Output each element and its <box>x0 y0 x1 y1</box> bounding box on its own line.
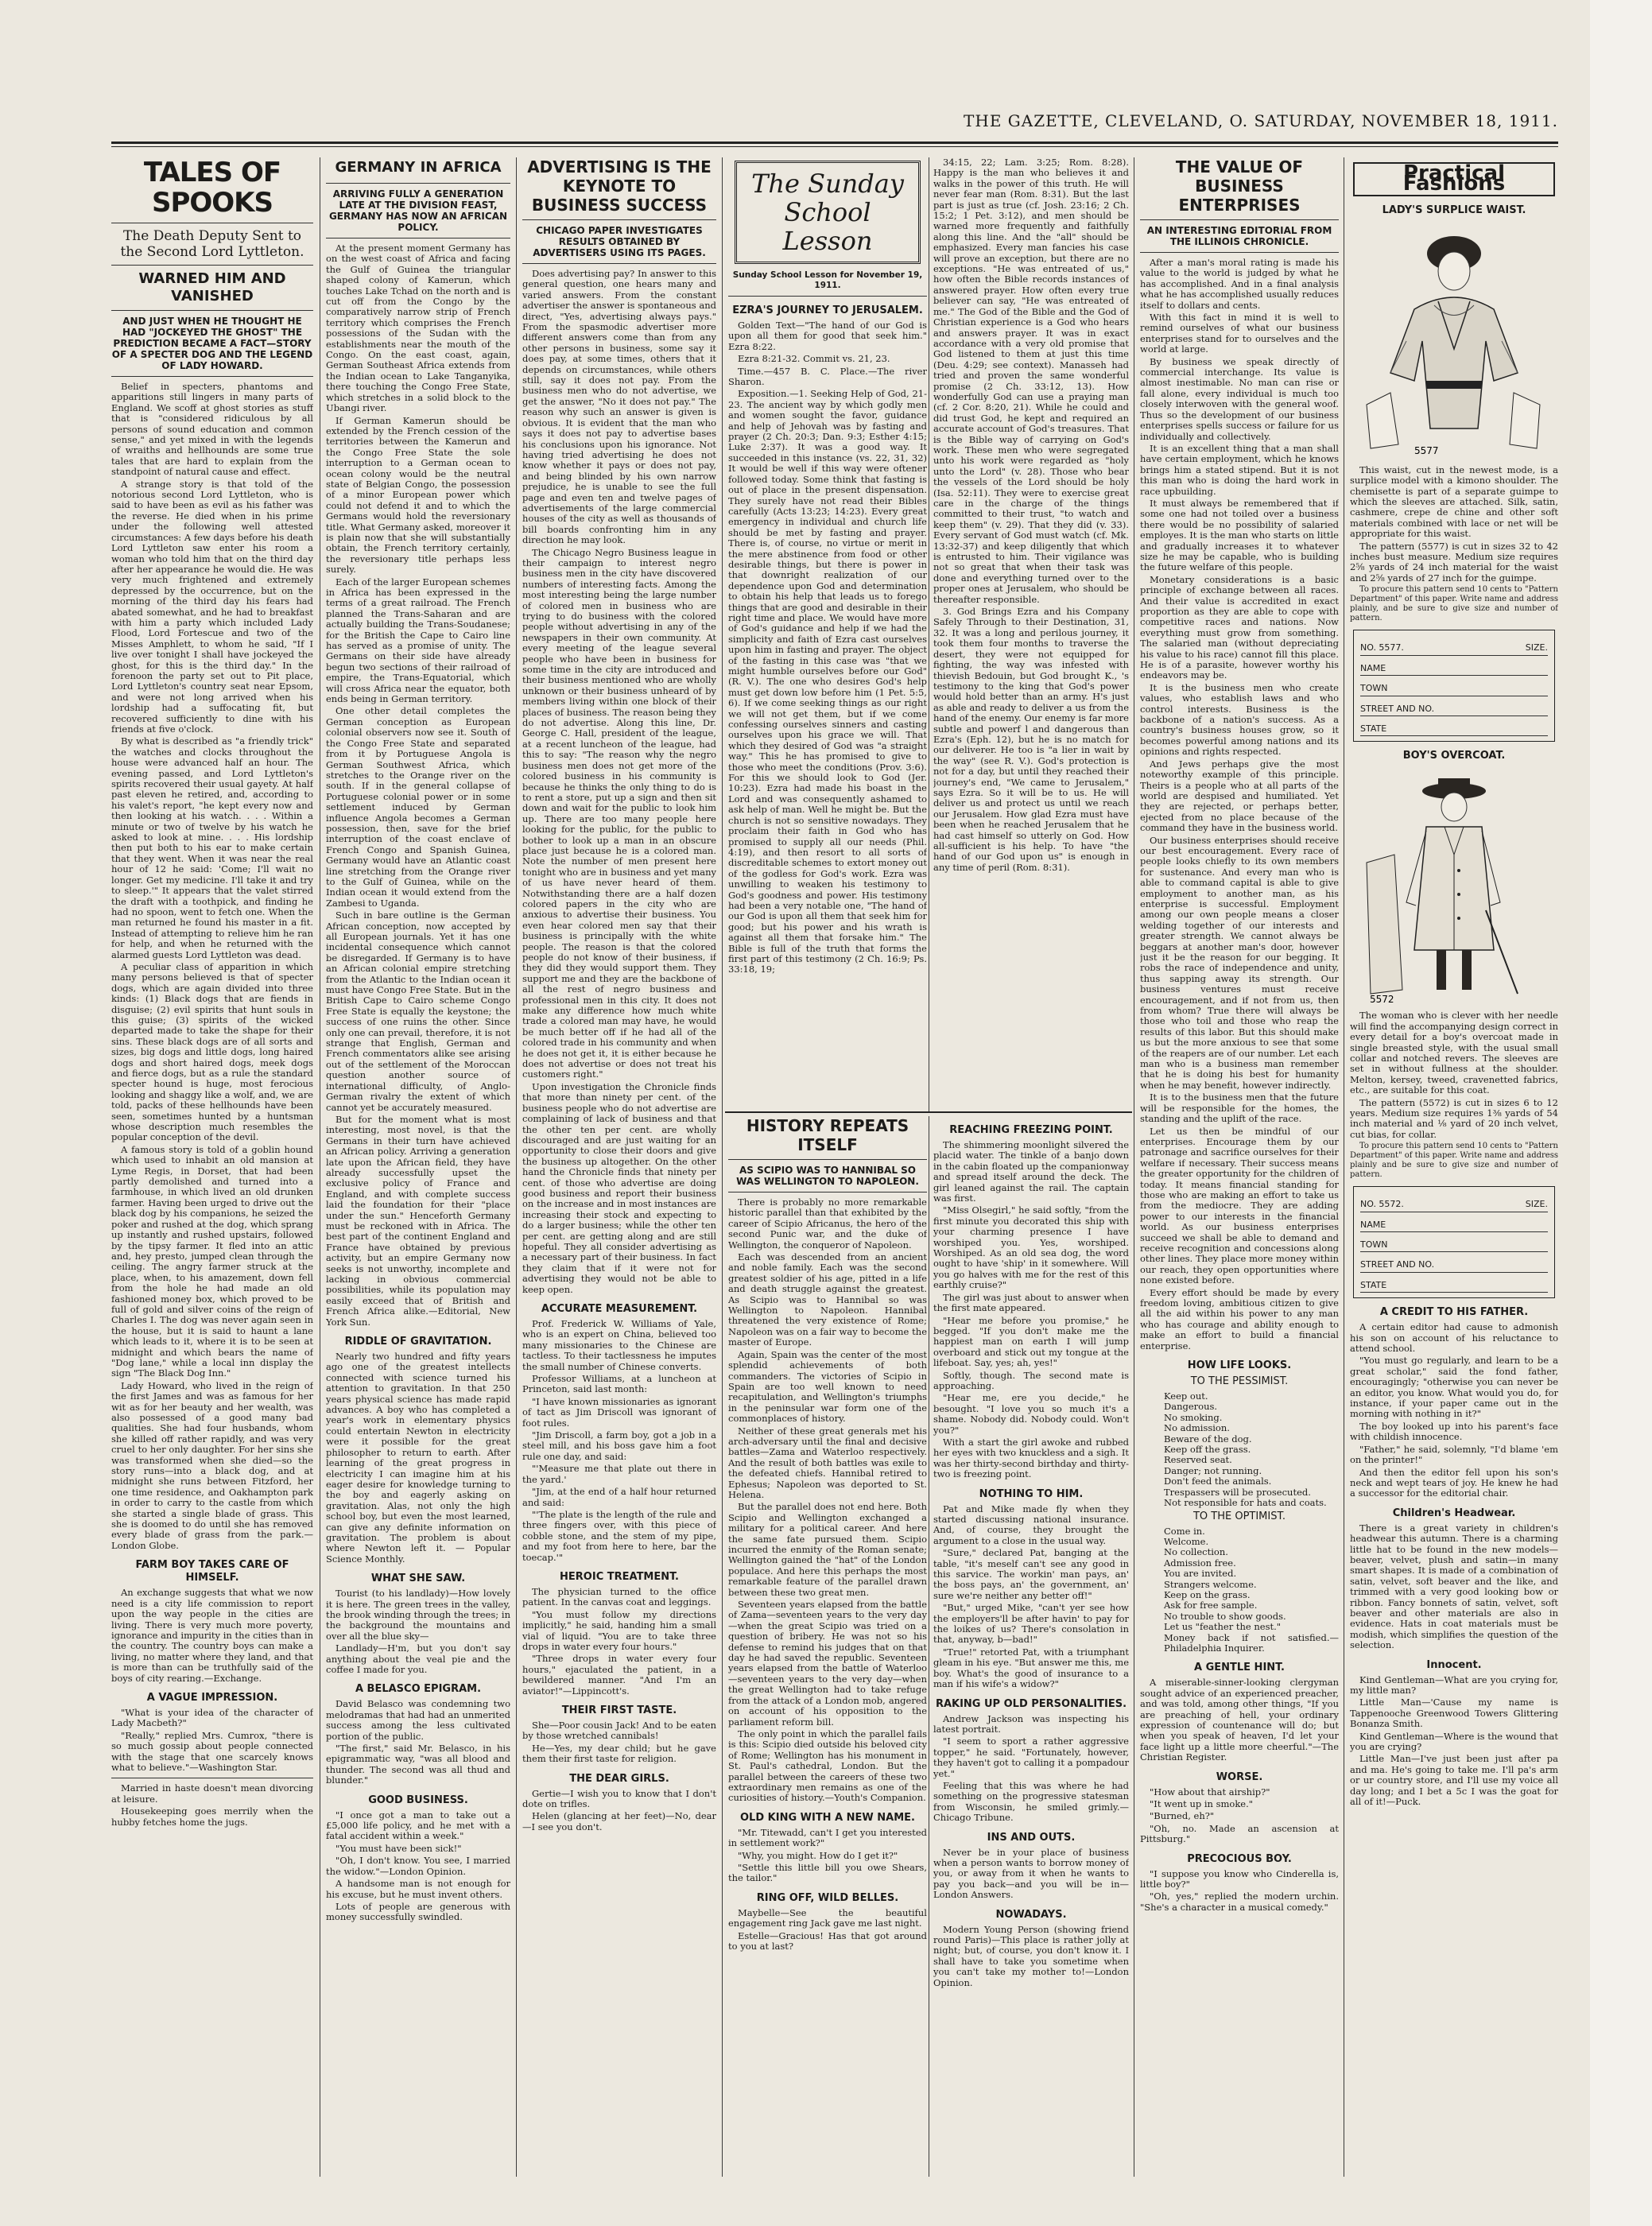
section-heading: HEROIC TREATMENT. <box>560 1570 679 1583</box>
paragraph: Exposition.—1. Seeking Help of God, 21-23. The ancient way by which godly men and women sought the favor, guidance and help of Jehovah was by fasting and prayer (2 Ch. 20:3; Dan. 9:3; Esther 4:15; Luke 2:37). It was a good way. It succeeded in this instance (vs. 22, 31, 32) It would be well if this way were oftener followed today. Some think that fasting is out of place in the present dispensation. They surely have not read their Bibles carefully (Acts 13:23; 14:23). Every great emergency in individual and church life should be met by fasting and prayer. There is, of course, no virtue or merit in the mere abstinence from food or other desirable things, but there is power in that downright realization of our dependence upon God and determination to obtain his help that leads us to forego things that are good and desirable in their right time and place. We would have more of God's guidance and help if we had the simplicity and faith of Ezra cast ourselves upon him in fasting and prayer. The object of the fasting in this case was "that we might humble ourselves before our God" (R. V.). The one who desires God's help must get down low before him (1 Pet. 5:5, 6). If we come seeking things as our right we will not get them, but if we come confessing ourselves sinners and casting ourselves upon his grace we will. That which they desired of God was "a straight way." This he has promised to give to those who meet the conditions (Prov. 3:6). For this we should look to God (Jer. 10:23). Ezra had made his boast in the Lord and was consequently ashamed to ask help of man. Well he might be. But the church is not so sensitive nowadays. They proclaim their faith in God who has promised to supply all our needs (Phil. 4:19), and then resort to all sorts of discreditable schemes to extort money out of the godless for God's work. Ezra was unwilling to weaken his testimony to God's goodness and power. His testimony had been a very notable one, "The hand of our God is upon all them that seek him for good; but his power and his wrath is against all them that forsake him." The Bible is full of the truth that forms the first part of this testimony (2 Ch. 16:9; Ps. 33:18, 19; <box>728 388 927 975</box>
paragraph: Ezra 8:21-32. Commit vs. 21, 23. <box>738 353 890 365</box>
list-item: Reserved seat. <box>1164 1454 1232 1466</box>
list-item: Ask for free sample. <box>1164 1600 1258 1611</box>
paragraph: "'Measure me that plate out there in the yard.' <box>522 1463 716 1485</box>
article-deck: CHICAGO PAPER INVESTIGATES RESULTS OBTAINED BY ADVERTISERS USING ITS PAGES. <box>533 225 706 258</box>
lesson-intro: Sunday School Lesson for November 19, 1911. <box>732 270 923 290</box>
article-headline: WARNED HIM AND VANISHED <box>138 270 286 304</box>
section-heading: THE DEAR GIRLS. <box>569 1772 669 1785</box>
paragraph: The pattern (5577) is cut in sizes 32 to 42 inches bust measure. Medium size requires 2⅝ yards of 24 inch material for the waist and 2⅝ yards of 27 inch for the guimpe. <box>1350 540 1558 584</box>
paragraph: "Mr. Titewadd, can't I get you interested in settlement work?" <box>728 1826 927 1849</box>
section-heading: INS AND OUTS. <box>987 1831 1076 1844</box>
form-row[interactable] <box>1360 716 1548 736</box>
paragraph: "Father," he said, solemnly, "I'd blame 'em on the printer!" <box>1350 1443 1558 1466</box>
divider <box>111 376 313 377</box>
paragraph: Lady Howard, who lived in the reign of the first James and was as famous for her wit as for her beauty and her wealth, was also possessed of a good many bad qualities. She had four husbands, whom she killed off rather rapidly, and was very cruel to her only daughter. For her sins she was transformed when she died—so the story runs—into a black dog, and at midnight she runs between Fitzford, her one time residence, and Oakhampton park in order to carry to the castle from which she started a single blade of grass. This she is doomed to do until she has removed every blade of grass from the park.—London Globe. <box>111 1379 313 1551</box>
form-label: SIZE. <box>1525 642 1548 653</box>
section-heading: WHAT SHE SAW. <box>370 1573 466 1585</box>
paragraph: By what is described as "a friendly trick" the watches and clocks throughout the house were advanced half an hour. The evening passed, and Lord Lyttleton's spirits recovered their usual gayety. At half past eleven he retired, and, according to his valet's report, "he kept every now and then looking at his watch. . . . Within a minute or two of twelve by his watch he asked to look at mine. . . . His lordship then put both to his ear to make certain that they went. When it was near the real hour of 12 he said: 'Come; I'll wait no longer. Get my medicine. I'll take it and try to sleep.'" It appears that the valet stirred the draft with a toothpick, and finding he had no spoon, went to fetch one. When the man returned he found his master in a fit. Instead of attempting to relieve him he ran for help, and when he returned with the alarmed guests Lord Lyttleton was dead. <box>111 735 313 960</box>
section-heading: WORSE. <box>1216 1770 1263 1783</box>
paragraph: He—Yes, my dear child; but he gave them their first taste for religion. <box>522 1742 716 1765</box>
column-advertising <box>522 157 716 2177</box>
divider <box>522 219 716 220</box>
paragraph: A strange story is that told of the notorious second Lord Lyttleton, who is said to have been as evil as his father was the reverse. He died when in his prime under the following well attested circumstances: A few days before his death Lord Lyttleton saw enter his room a woman who told him that on the third day after her appearance he would die. He was very much frightened and extremely depressed by the occurrence, but on the morning of the third day his fears had abated somewhat, and he had to breakfast with him a party which included Lady Flood, Lord Fortescue and two of the Misses Amphlett, to whom he said, "If I live over tonight I shall have jockeyed the ghost, for this is the third day." In the forenoon the party set out to Pit place, Lord Lyttleton's country seat near Epsom, and were not long arrived when his lordship had a suffocating fit, but recovered sufficiently to dine with his friends at five o'clock. <box>111 478 313 735</box>
paragraph: A famous story is told of a goblin hound which used to inhabit an old mansion at Lyme Regis, in Dorset, that had been partly demolished and turned into a farmhouse, in which lived an old drunken farmer. Having been urged to drive out the black dog by his companions, he seized the poker and rushed at the dog, which sprang up instantly and rushed upstairs, followed by the tipsy farmer. It fled into an attic and, hey presto, jumped clean through the ceiling. The angry farmer struck at the place, when, to his amazement, down fell from the hole he had made an old fashioned money box, which proved to be full of gold and silver coins of the reign of Charles I. The dog was never again seen in the house, but it is said to haunt a lane which leads to it, where it is to be seen at midnight and which bears the name of "Dog lane," while a local inn display the sign "The Black Dog Inn." <box>111 1143 313 1379</box>
paragraph: Housekeeping goes merrily when the hubby fetches home the jugs. <box>111 1805 313 1828</box>
divider <box>728 296 927 297</box>
form-row[interactable] <box>1360 1273 1548 1293</box>
paragraph: Modern Young Person (showing friend round Paris)—This place is rather jolly at night; but, of course, you don't know it. I shall have to take you sometime when you can't take my mother to!—London Opinion. <box>933 1923 1129 1988</box>
paragraph: This waist, cut in the newest mode, is a surplice model with a kimono shoulder. The chemisette is part of a separate guimpe to which the sleeves are attached. Silk, satin, cashmere, crepe de chine and other soft materials combined with lace or net will be appropriate for this waist. <box>1350 463 1558 540</box>
list-item: Money back if not satisfied.—Philadelphia Inquirer. <box>1164 1631 1339 1654</box>
list-item: Strangers welcome. <box>1164 1578 1257 1590</box>
paragraph: To procure this pattern send 10 cents to "Pattern Department" of this paper. Write name and address plainly, and be sure to give size and number of pattern. <box>1350 585 1558 623</box>
paragraph: "The first," said Mr. Belasco, in his epigrammatic way, "was all blood and thunder. The second was all thud and blunder." <box>326 1743 510 1786</box>
paragraph: 34:15, 22; Lam. 3:25; Rom. 8:28). Happy is the man who believes it and walks in the power of this truth. He will never fear man (Rom. 8:31). But the last part is just as true (cf. Josh. 23:16; 2 Ch. 15:2; 1 Pet. 3:12), and men should be warned more frequently and faithfully along this line. And the "all" should be emphasized. Every man fancies his case will prove an exception, but there are no exceptions. "He was entreated of us," how often the Bible records instances of answered prayer. How often every true believer can say, "He was entreated of me." The God of the Bible and the God of Christian experience is a God who hears and answers prayer. It was in exact accordance with a very old promise that God listened to them at just this time (Deu. 4:29; see context). Manasseh had tried and proven the same wonderful promise (2 Ch. 33:12, 13). How wonderfully God can use a praying man (cf. 2 Cor. 8:20, 21). While he could and did trust God, he kept and required an accurate account of God's treasures. That is the Bible way of carrying on God's work. These men who were segregated unto his work were regarded as "holy unto the Lord" (v. 28). Those who bear the vessels of the Lord should be holy (Isa. 52:11). They were to exercise great care in the charge of the things committed to their trust, "to watch and keep them" (v. 29). That they did (v. 33). Every servant of God must watch (cf. Mk. 13:32-37) and keep diligently that which is entrusted to him. Their vigilance was not so great that when their task was done and everything turned over to the proper ones at Jerusalem, who should be thereafter responsible. <box>933 157 1129 605</box>
pattern-number-label: 5577 <box>1414 444 1439 456</box>
paragraph: A peculiar class of apparition in which many persons believed is that of specter dogs, which are again divided into three kinds: (1) Black dogs that are fiends in disguise; (2) evil spirits that hunt souls in this guise; (3) spirits of the wicked departed made to take the shape for their sins. These black dogs are of all sorts and sizes, big dogs and little dogs, long haired dogs and short haired dogs, meek dogs and fierce dogs, but as a rule the standard specter hound is huge, most ferocious looking and shaggy like a wolf, and, we are told, packs of these hellhounds have been seen, sometimes hunted by a huntsman whose description much resembles the popular conception of the devil. <box>111 960 313 1143</box>
figure-title: BOY'S OVERCOAT. <box>1402 750 1506 762</box>
paragraph: With a start the girl awoke and rubbed her eyes with two knuckless and a sigh. It was her thirty-second birthday and thirty-two is freezing point. <box>933 1436 1129 1480</box>
form-label: TOWN <box>1360 683 1388 694</box>
paragraph: Every effort should be made by every freedom loving, ambitious citizen to give all the aid within his power to any man who has courage and ability enough to make an effort to build a financial enterprise. <box>1140 1286 1339 1352</box>
paragraph: "You must have been sick!" <box>335 1842 462 1854</box>
section-heading: PRECOCIOUS BOY. <box>1187 1852 1292 1865</box>
paragraph: A handsome man is not enough for his excuse, but he must invent others. <box>326 1878 510 1900</box>
form-label: NO. 5577. <box>1360 642 1404 653</box>
divider <box>111 265 313 266</box>
paragraph: "What is your idea of the character of Lady Macbeth?" <box>111 1706 313 1729</box>
divider <box>1140 219 1339 220</box>
paragraph: The boy looked up into his parent's face with childish innocence. <box>1350 1420 1558 1443</box>
list-item: Don't feed the animals. <box>1164 1476 1272 1487</box>
paragraph: "Sure," declared Pat, banging at the table, "it's meself can't see any good in this sarvice. The workin' man pays, an' the boss pays, an' the government, an' sure we're neither any better off!" <box>933 1547 1129 1601</box>
paragraph: The woman who is clever with her needle will find the accompanying design correct in every detail for a boy's overcoat made in single breasted style, with the usual small collar and notched revers. The sleeves are set in without fullness at the shoulder. Melton, kersey, tweed, cravenetted fabrics, etc., are suitable for this coat. <box>1350 1010 1558 1096</box>
article-deck: AN INTERESTING EDITORIAL FROM THE ILLINOIS CHRONICLE. <box>1146 225 1332 247</box>
paragraph: Seventeen years elapsed from the battle of Zama—seventeen years to the very day—when the great Scipio was tried on a question of bribery. He was not so his defense to remind his judges that on that day he had saved the republic. Seventeen years elapsed from the battle of Waterloo—seventeen years to the very day—when the great Wellington had to take refuge from the attack of a London mob, angered on account of his opposition to the parliament reform bill. <box>728 1599 927 1728</box>
paragraph: It must always be remembered that if some one had not toiled over a business there would be no possibility of salaried employes. It is the man who starts on little and gradually increases it to whatever size he may be capable, who is building the future welfare of this people. <box>1140 497 1339 573</box>
paragraph: And then the editor fell upon his son's neck and wept tears of joy. He knew he had a successor for the editorial chair. <box>1350 1466 1558 1499</box>
column-germany-in-africa <box>326 157 510 2177</box>
paragraph: Time.—457 B. C. Place.—The river Sharon. <box>728 365 927 388</box>
paragraph: "Burned, eh?" <box>1150 1810 1215 1822</box>
paragraph: To procure this pattern send 10 cents to "Pattern Department" of this paper. Write name and address plainly and be sure to give size and number of pattern. <box>1350 1142 1558 1180</box>
section-heading: REACHING FREEZING POINT. <box>949 1124 1113 1136</box>
list-item: Welcome. <box>1164 1535 1209 1547</box>
paragraph: Lots of people are generous with money successfully swindled. <box>326 1900 510 1923</box>
list-item: Let us "feather the nest." <box>1164 1621 1282 1633</box>
section-heading: NOWADAYS. <box>995 1908 1067 1921</box>
column-practical-fashions <box>1350 157 1558 2177</box>
paragraph: "Why, you might. How do I get it?" <box>738 1849 898 1861</box>
paragraph: And Jews perhaps give the most noteworthy example of this principle. Theirs is a people who at all parts of the world are despised and humiliated. Yet they are rejected, or perhaps better, ejected from no place because of the command they have in the business world. <box>1140 758 1339 834</box>
paragraph: Maybelle—See the beautiful engagement ring Jack gave me last night. <box>728 1906 927 1929</box>
form-label: STREET AND NO. <box>1360 1259 1435 1270</box>
form-label: SIZE. <box>1525 1199 1548 1210</box>
paragraph: Never be in your place of business when a person wants to borrow money of you, or away from it when he wants to pay you back—and you will be in—London Answers. <box>933 1846 1129 1901</box>
paragraph: The girl was just about to answer when the first mate appeared. <box>933 1291 1129 1314</box>
paragraph: It is the business men who create values, who establish laws and who control interests. Business is the backbone of a nation's success. As a country's business houses grow, so it becomes powerful among nations and its opinions and rights respected. <box>1140 681 1339 758</box>
paragraph: It is to the business men that the future will be responsible for the homes, the standing and the uplift of the race. <box>1140 1092 1339 1125</box>
paragraph: "Hear me before you promise," he begged. "If you don't make me the happiest man on earth I will jump overboard and stick out my tongue at the lifeboat. Say, yes; ah, yes!" <box>933 1314 1129 1369</box>
paragraph: If German Kamerun should be extended by the French cession of the territories between the Kamerun and the Congo Free State the sole interruption to a German ocean to ocean colony would be the neutral state of Belgian Congo, the possession of a minor European power which could not defend it and to which the Germans would hold the reversionary title. What Germany asked, moreover it is plain now that she will substantially obtain, the French territory certainly, the reversionary title perhaps less surely. <box>326 414 510 576</box>
masthead-rule <box>111 142 1558 144</box>
paragraph: Professor Williams, at a luncheon at Princeton, said last month: <box>522 1373 716 1395</box>
list-item: Keep out. <box>1164 1390 1208 1402</box>
section-heading: RIDDLE OF GRAVITATION. <box>344 1336 492 1348</box>
masthead: THE GAZETTE, CLEVELAND, O. SATURDAY, NOVEMBER 18, 1911. <box>964 111 1558 130</box>
paragraph: The Chicago Negro Business league in their campaign to interest negro business men in the city have discovered numbers of interesting facts. Among the most interesting being the large number of colored men in business who are trying to do business with the colored people without advertising in any of the newspapers in their own community. At every meeting of the league several people who have been in business for some time in the city are introduced and their business mentioned who are wholly unknown or their business unheard of by members living within one block of their places of business. The reason being they do not advertise. Along this line, Dr. George C. Hall, president of the league, at a recent luncheon of the league, had this to say: "The reason why the negro business men does not get more of the colored business in his community is because he thinks the only thing to do is to rent a store, put up a sign and then sit down and wait for the public to look him up. There are too many people here looking for the public, for the public to bother to look up a man in an obscure place just because he is a colored man. Note the number of men present here tonight who are in business and yet many of us have never heard of them. Notwithstanding there are a half dozen colored papers in the city who are anxious to advertise their business. You even hear colored men say that their business is principally with the white people. The reason is that the colored people do not know of their business, if they did they would support them. They support me and they are the backbone of all the rest of negro business and professional men in this city. It does not make any difference how much white trade a colored man may have, he would be much better off if he had all of the colored trade in his community and when he does not get it, it is either because he does not advertise or does not treat his customers right." <box>522 546 716 1080</box>
form-label: NAME <box>1360 662 1386 673</box>
paragraph: One other detail completes the German conception as European colonial observers now see it. South of the Congo Free State and separated from it by Portuguese Angola is German Southwest Africa, which stretches to the Orange river on the south. If in the general collapse of Portuguese colonial power or in some settlement induced by German influence Angola becomes a German possession, then, save for the brief interruption of the coast enclave of French Congo and Spanish Guinea, Germany would have an Atlantic coast line stretching from the Orange river to the Gulf of Guinea, while on the Indian ocean it would extend from the Zambesi to Uganda. <box>326 705 510 909</box>
article-deck: AS SCIPIO WAS TO HANNIBAL SO WAS WELLINGTON TO NAPOLEON. <box>736 1165 919 1187</box>
section-heading: A CREDIT TO HIS FATHER. <box>1379 1306 1529 1319</box>
paragraph: "Oh, yes," replied the modern urchin. "She's a character in a musical comedy." <box>1140 1891 1339 1913</box>
list-item: Admission free. <box>1164 1557 1236 1569</box>
paragraph: Feeling that this was where he had something on the progressive statesman from Wisconsin, he smiled grimly.—Chicago Tribune. <box>933 1779 1129 1824</box>
paragraph: Andrew Jackson was inspecting his latest portrait. <box>933 1712 1129 1735</box>
section-heading: EZRA'S JOURNEY TO JERUSALEM. <box>732 304 923 316</box>
paragraph: "You must go regularly, and learn to be a great scholar," said the fond father, encouragingly; "otherwise you can never be an editor, you know. What would you do, for instance, if your paper came out in the morning with nothing in it?" <box>1350 1355 1558 1420</box>
paragraph: The shimmering moonlight silvered the placid water. The tinkle of a banjo down in the cabin floated up the companionway and spread itself around the deck. The girl leaned against the rail. The captain was first. <box>933 1139 1129 1204</box>
list-item: No smoking. <box>1164 1411 1223 1423</box>
paragraph: Little Man—'Cause my name is Tappenooche Greenwood Towers Glittering Bonanza Smith. <box>1350 1697 1558 1730</box>
paragraph: There is probably no more remarkable historic parallel than that exhibited by the career of Scipio Africanus, the hero of the second Punic war, and the duke of Wellington, the conqueror of Napoleon. <box>728 1196 927 1251</box>
fashions-title: Practical Fashions <box>1353 162 1555 196</box>
form-row[interactable] <box>1360 1252 1548 1272</box>
article-deck: ARRIVING FULLY A GENERATION LATE AT THE DIVISION FEAST, GERMANY HAS NOW AN AFRICAN POLICY. <box>328 188 508 233</box>
list-item: No admission. <box>1164 1422 1230 1434</box>
paragraph: "Jim Driscoll, a farm boy, got a job in a steel mill, and his boss gave him a foot rule one day, and said: <box>522 1429 716 1462</box>
paragraph: With this fact in mind it is well to remind ourselves of what our business enterprises stand for to ourselves and the world at large. <box>1140 312 1339 355</box>
paragraph: "I have known missionaries as ignorant of tact as Jim Driscoll was ignorant of foot rules. <box>522 1395 716 1429</box>
list-item: No trouble to show goods. <box>1164 1610 1286 1622</box>
page-margin <box>1590 0 1652 2226</box>
pattern-order-form <box>1353 630 1555 742</box>
article-subtitle: The Death Deputy Sent to the Second Lord Lyttleton. <box>120 228 304 260</box>
paragraph: Does advertising pay? In answer to this general question, one hears many and varied answers. From the constant advertiser the answer is spontaneous and direct, "Yes, advertising always pays." From the spasmodic advertiser more different answers come than from any other persons in business, some say it does pay, at some times, others that it depends on circumstances, while others still, say it does not pay. From the business men who do not advertise, we get the answer, "No it does not pay." The reason why such an answer is given is obvious. It is evident that the man who says it does not pay to advertise bases his conclusions upon his ignorance. Not having tried advertising he does not know whether it pays or does not pay, and being blinded by his own narrow prejudice, he is unable to see the full page and even ten and twelve pages of advertisements of the large commercial houses of the city as well as thousands of bill boards confronting him in any direction he may look. <box>522 268 716 546</box>
paragraph: Such in bare outline is the German African conception, now accepted by all European journals. Yet it has one incidental consequence which cannot be disregarded. If Germany is to have an African colonial empire stretching from the Atlantic to the Indian ocean it must have Congo Free State. But in the British Cape to Cairo scheme Congo Free State is equally the keystone; the success of one ruins the other. Since only one can prevail, therefore, it is not strange that English, German and French commentators alike see arising out of the settlement of the Moroccan question another source of international difficulty, of Anglo-German rivalry the extent of which cannot yet be accurately measured. <box>326 909 510 1113</box>
section-heading: A VAGUE IMPRESSION. <box>146 1691 278 1704</box>
paragraph: Belief in specters, phantoms and apparitions still lingers in many parts of England. We scoff at ghost stories as stuff that is "considered ridiculous by all persons of sound education and common sense," and yet mixed in with the legends of wraiths and hellhounds are some true tales that are hard to explain from the standpoint of natural cause and effect. <box>111 381 313 478</box>
section-heading: Children's Headwear. <box>1392 1507 1516 1519</box>
section-heading: THEIR FIRST TASTE. <box>561 1704 677 1716</box>
section-heading: GOOD BUSINESS. <box>368 1794 468 1806</box>
column-sunday-school-a <box>728 157 927 1111</box>
paragraph: Neither of these great generals met his arch-adversary until the final and decisive battles—Zama and Waterloo respectively. And the result of both battles was exile to the defeated chiefs. Hannibal retired to Ephesus; Napoleon was deported to St. Helena. <box>728 1425 927 1500</box>
paragraph: "Oh, I don't know. You see, I married the widow."—London Opinion. <box>326 1855 510 1877</box>
pattern-number-label: 5572 <box>1370 994 1394 1006</box>
list-item: Beware of the dog. <box>1164 1433 1252 1445</box>
paragraph: Again, Spain was the center of the most splendid achievements of both commanders. The victories of Scipio in Spain are too well known to need recapitulation, and Wellington's triumphs in the peninsular war form one of the commonplaces of history. <box>728 1348 927 1425</box>
list-item: You are invited. <box>1164 1568 1237 1580</box>
divider <box>728 1159 927 1160</box>
form-row[interactable] <box>1360 1192 1548 1212</box>
paragraph: "Jim, at the end of a half hour returned and said: <box>522 1486 716 1508</box>
section-heading: Innocent. <box>1426 1658 1482 1671</box>
paragraph: The only point in which the parallel fails is this: Scipio died outside his beloved city of Rome; Wellington has his monument in St. Paul's cathedral, London. But the parallel between the careers of these two extraordinary men remains as one of the curiosities of history.—Youth's Companion. <box>728 1728 927 1804</box>
paragraph: David Belasco was condemning two melodramas that had had an unmerited success among the less cultivated portion of the public. <box>326 1698 510 1742</box>
form-label: STREET AND NO. <box>1360 703 1435 714</box>
sub-heading: TO THE PESSIMIST. <box>1190 1375 1289 1388</box>
paragraph: A certain editor had cause to admonish his son on account of his reluctance to attend school. <box>1350 1321 1558 1355</box>
article-deck: AND JUST WHEN HE THOUGHT HE HAD "JOCKEYED THE GHOST" THE PREDICTION BECAME A FACT—STORY OF A SPECTER DOG AND THE LEGEND OF LADY HOWARD. <box>111 316 313 371</box>
paragraph: Softly, though. The second mate is approaching. <box>933 1369 1129 1391</box>
paragraph: Estelle—Gracious! Has that got around to you at last? <box>728 1929 927 1952</box>
masthead-rule-thin <box>111 146 1558 147</box>
section-heading: A GENTLE HINT. <box>1193 1662 1285 1674</box>
list-item: Keep off the grass. <box>1164 1444 1251 1456</box>
figure-title: LADY'S SURPLICE WAIST. <box>1382 204 1526 216</box>
section-heading: HOW LIFE LOOKS. <box>1187 1359 1292 1372</box>
column-business-enterprises <box>1140 157 1339 2177</box>
sub-heading: TO THE OPTIMIST. <box>1192 1510 1286 1522</box>
paragraph: But for the moment what is most interesting, most novel, is that the Germans in their turn have achieved an African policy. Arriving a generation late upon the African field, they have already successfully upset the exclusive policy of France and England, and with complete success laid the foundation for their "place under the sun." Henceforth Germany must be reckoned with in Africa. The best part of the continent England and France have obtained by previous activity, but an empire Germany now seeks is not unworthy, incomplete and lacking in obvious commercial possibilities, while its population may easily exceed that of British and French Africa alike.—Editorial, New York Sun. <box>326 1113 510 1328</box>
paragraph: "You must follow my directions implicitly," he said, handing him a small vial of liquid. "You are to take three drops in water every four hours." <box>522 1608 716 1652</box>
column-jokes <box>933 1116 1129 2177</box>
section-heading: ACCURATE MEASUREMENT. <box>541 1303 698 1315</box>
paragraph: "Miss Olsegirl," he said softly, "from the first minute you decorated this ship with your charming presence I have worshiped you. Yes, worshiped. Worshiped. As an old sea dog, the word ought to have 'ship' in it somewhere. Will you go halves with me for the rest of this earthly cruise?" <box>933 1204 1129 1291</box>
paragraph: "Really," replied Mrs. Cumrox, "there is so much gossip about people connected with the stage that one scarcely knows what to believe."—Washington Star. <box>111 1729 313 1773</box>
paragraph: "I seem to sport a rather aggressive topper," he said. "Fortunately, however, they haven't got to calling it a pompadour yet." <box>933 1735 1129 1779</box>
form-row[interactable] <box>1360 635 1548 655</box>
paragraph: Each was descended from an ancient and noble family. Each was the second greatest soldier of his age, pitted in a life and death struggle against the greatest. As Scipio was to Hannibal so was Wellington to Napoleon. Hannibal threatened the very existence of Rome; Napoleon was on a fair way to become the master of Europe. <box>728 1251 927 1348</box>
form-row[interactable] <box>1360 1232 1548 1252</box>
divider <box>522 263 716 264</box>
paragraph: "Hear me, ere you decide," he besought. "I love you so much it's a shame. Nobody did. Nobody could. Won't you?" <box>933 1392 1129 1436</box>
paragraph: A miserable-sinner-looking clergyman sought advice of an experienced preacher, and was told, among other things, "If you are preaching of hell, your ordinary expression of countenance will do; but when you speak of heaven, I'd let your face light up a little more cheerful."—The Christian Register. <box>1140 1677 1339 1763</box>
pattern-order-form <box>1353 1186 1555 1298</box>
paragraph: Each of the larger European schemes in Africa has been expressed in the terms of a great railroad. The French planned the Trans-Saharan and are actually building the Trans-Soudanese; for the British the Cape to Cairo line has served as a promise of unity. The Germans on their side have already begun two sections of their railroad of empire, the Trans-Equatorial, which will cross Africa near the equator, both ends being in German territory. <box>326 576 510 705</box>
paragraph: Helen (glancing at her feet)—No, dear—I see you don't. <box>522 1810 716 1832</box>
list-item: Come in. <box>1164 1525 1205 1537</box>
paragraph: After a man's moral rating is made his value to the world is judged by what he has accomplished. And in a final analysis what he has accomplished usually reduces itself to dollars and cents. <box>1140 257 1339 311</box>
paragraph: There is a great variety in children's headwear this autumn. There is a charming little hat to be found in the new models—beaver, velvet, plush and satin—in many smart shapes. It is made of a combination of satin, velvet, soft beaver and the like, and trimmed with a very good looking bow or ribbon. Fancy bonnets of satin, velvet, soft beaver and other materials are also in evidence. Hats in coat materials must be modish, which simplifies the question of the selection. <box>1350 1522 1558 1651</box>
paragraph: Kind Gentleman—What are you crying for, my little man? <box>1350 1673 1558 1696</box>
list-item: Danger; not running. <box>1164 1464 1262 1476</box>
optimist-list <box>1140 1526 1339 1654</box>
form-label: NO. 5572. <box>1360 1199 1404 1210</box>
paragraph: She—Poor cousin Jack! And to be eaten by those wretched cannibals! <box>522 1720 716 1742</box>
article-title: THE VALUE OF BUSINESS ENTERPRISES <box>1175 157 1304 215</box>
paragraph: Let us then be mindful of our enterprises. Encourage them by our patronage and sacrifice ourselves for their welfare if necessary. Their success means the greater opportunity for the children of today. It means financial standing for those who are making an effort to take us from the mediocre. They are adding power to our interests in the financial world. As our business enterprises succeed we shall be able to demand and receive recognition and concessions along other lines. They place more money within our reach, they open opportunities where none existed before. <box>1140 1125 1339 1286</box>
form-row[interactable] <box>1360 1212 1548 1232</box>
article-title: GERMANY IN AFRICA <box>335 159 502 176</box>
paragraph: Little Man—I've just been just after pa and ma. He's going to take me. I'll pa's arm or ur country store, and I'll use my voice all day long; and I bet a 5c I was the goat for all of it!—Puck. <box>1350 1753 1558 1808</box>
form-label: NAME <box>1360 1219 1386 1230</box>
paragraph: Married in haste doesn't mean divorcing at leisure. <box>111 1782 313 1805</box>
paragraph: "'The plate is the length of the rule and three fingers over, with this piece of cobble stone, and the stem of my pipe, and my foot from here to here, bar the toecap.'" <box>522 1508 716 1563</box>
list-item: Dangerous. <box>1164 1401 1218 1413</box>
divider <box>326 183 510 184</box>
sunday-school-box: The Sunday School Lesson <box>735 161 921 264</box>
paragraph: "Settle this little bill you owe Shears, the tailor." <box>728 1861 927 1884</box>
article-title: ADVERTISING IS THE KEYNOTE TO BUSINESS SUCCESS <box>527 157 712 215</box>
paragraph: It is an excellent thing that a man shall have certain employment, which he knows brings him a stated stipend. But it is not this man who is doing the hard work in race upbuilding. <box>1140 442 1339 497</box>
boys-overcoat-illustration <box>1359 767 1549 1006</box>
list-item: Keep on the grass. <box>1164 1588 1251 1600</box>
paragraph: Monetary considerations is a basic principle of exchange between all races. And their value is accredited in exact proportion as they are able to cope with competitive races and nations. Now everything must grow from something. The salaried man (without depreciating his value to his race) cannot fill this place. He is of a parasite, however worthy his endeavors may be. <box>1140 573 1339 681</box>
paragraph: Nearly two hundred and fifty years ago one of the greatest intellects connected with science turned his attention to gravitation. In that 250 years physical science has made rapid advances. A boy who has completed a year's work in elementary physics could entertain Newton in electricity were it possible for the great philosopher to return to earth. After learning of the great progress in electricity I can imagine him at his eager desire for knowledge turning to the boy and eagerly asking on gravitation. Alas, not only the high school boy, but even the most learned, can give any definite information on gravitation. The problem is about where Newton left it. — Popular Science Monthly. <box>326 1351 510 1565</box>
paragraph: An exchange suggests that what we now need is a city life commission to report upon the way people in the cities are living. There is very much more poverty, ignorance and impurity in the cities than in the country. The country boys can make a living, no matter where they land, and that is more than can be truthfully said of the boys of city rearing.—Exchange. <box>111 1587 313 1684</box>
pessimist-list <box>1140 1391 1339 1508</box>
section-heading: RAKING UP OLD PERSONALITIES. <box>935 1697 1127 1710</box>
column-tales-of-spooks <box>111 157 313 2177</box>
paragraph: Prof. Frederick W. Williams of Yale, who is an expert on China, believed too many missionaries to the Chinese are tactless. To their tactlessness he imputes the small number of Chinese converts. <box>522 1318 716 1372</box>
paragraph: By business we speak directly of commercial interchange. Its value is almost inestimable. No man can rise or fall alone, every individual is much too closely interwoven with the general woof. Thus so the development of our business enterprises spells success or failure for us individually and collectively. <box>1140 355 1339 442</box>
section-heading: OLD KING WITH A NEW NAME. <box>740 1811 915 1824</box>
form-label: STATE <box>1360 1279 1387 1290</box>
paragraph: Pat and Mike made fly when they started discussing national insurance. And, of course, they brought the argument to a close in the usual way. <box>933 1503 1129 1546</box>
form-row[interactable] <box>1360 696 1548 716</box>
column-history-repeats <box>728 1116 927 2177</box>
paragraph: Upon investigation the Chronicle finds that more than ninety per cent. of the business people who do not advertise are complaining of lack of business and that the other ten per cent. are wholly discouraged and are just waiting for an opportunity to close their doors and give the business up altogether. On the other hand the Chronicle finds that ninety per cent. of those who advertise are doing good business and report their business on the increase and in most instances are increasing their stock and expecting to do a larger business; while the other ten per cent. are getting along and are still hopeful. They all consider advertising as a necessary part of their business. In fact they claim that if it were not for advertising they would not be able to keep open. <box>522 1080 716 1295</box>
article-title: TALES OF SPOOKS <box>143 157 281 219</box>
paragraph: Tourist (to his landlady)—How lovely it is here. The green trees in the valley, the brook winding through the trees; in the background the mountains and over all the blue sky— <box>326 1588 510 1642</box>
column-rule <box>722 157 723 2177</box>
paragraph: 3. God Brings Ezra and his Company Safely Through to their Destination, 31, 32. It was a long and perilous journey, it took them four months to traverse the desert, they were not equipped for fighting, the way was infested with thievish Bedouin, but God brought K., 's testimony to the king that God's power would hold better than an army. H's just as able and ready to deliver a us from the hand of the enemy. Our enemy is far more subtle and powerf l and dangerous than Ezra's (Eph. 12), but he is no match for our deliverer. He too is "a lier in wait by the way" (see R. V.). God's protection is not for a day, but until they reached their journey's end, "We came to Jerusalem," says Ezra. So it will be to us. He will deliver us and protect us until we reach our Jerusalem. How glad Ezra must have been when he reached Jerusalem that he had cast himself so utterly on God. How all-sufficient is his help. To have "the hand of our God upon us" is enough in any time of peril (Rom. 8:31). <box>933 606 1129 873</box>
form-row[interactable] <box>1360 656 1548 676</box>
article-title: HISTORY REPEATS ITSELF <box>746 1116 909 1154</box>
paragraph: Landlady—H'm, but you don't say anything about the veal pie and the coffee I made for you. <box>326 1642 510 1675</box>
paragraph: "Oh, no. Made an ascension at Pittsburg." <box>1140 1822 1339 1845</box>
list-item: Trespassers will be prosecuted. <box>1164 1486 1311 1498</box>
paragraph: But the parallel does not end here. Both Scipio and Wellington exchanged a military for a political career. And here the same fate pursued them. Scipio incurred the enmity of the Roman senate; Wellington gained the "hat" of the London populace. And here this perhaps the most remarkable feature of the parallel drawn between these two great men. <box>728 1501 927 1598</box>
paragraph: "I once got a man to take out a £5,000 life policy, and he met with a fatal accident within a week." <box>326 1809 510 1842</box>
paragraph: Gertie—I wish you to know that I don't dote on trifles. <box>522 1787 716 1810</box>
list-item: No collection. <box>1164 1546 1228 1558</box>
section-heading: RING OFF, WILD BELLES. <box>756 1891 899 1904</box>
paragraph: "True!" retorted Pat, with a triumphant gleam in his eye. "But answer me this, me boy. What's the good of insurance to a man if his wife's a widow?" <box>933 1646 1129 1690</box>
paragraph: The physician turned to the office patient. In the canvas coat and leggings. <box>522 1585 716 1608</box>
column-rule <box>516 157 517 2177</box>
paragraph: "Three drops in water every four hours," ejaculated the patient, in a bewildered manner. "And I'm an aviator!"—Lippincott's. <box>522 1653 716 1697</box>
paragraph: "I suppose you know who Cinderella is, little boy?" <box>1140 1867 1339 1891</box>
column-sunday-school-b <box>933 157 1129 1111</box>
section-heading: A BELASCO EPIGRAM. <box>355 1683 482 1696</box>
paragraph: The pattern (5572) is cut in sizes 6 to 12 years. Medium size requires 1⅜ yards of 54 inch material and ⅛ yard of 20 inch velvet, cut bias, for collar. <box>1350 1096 1558 1140</box>
paragraph: Golden Text—"The hand of our God is upon all them for good that seek him." Ezra 8:22. <box>728 320 927 352</box>
form-label: TOWN <box>1360 1239 1388 1250</box>
paragraph: "It went up in smoke." <box>1150 1798 1254 1810</box>
surplice-waist-illustration <box>1359 222 1549 460</box>
section-heading: NOTHING TO HIM. <box>979 1487 1084 1500</box>
paragraph: Our business enterprises should receive our best encouragement. Every race of people looks chiefly to its own members for sustenance. And every man who is able to command capital is able to give employment to another man, as his enterprise is successful. Employment among our own people means a closer welding together of our interests and greater strength. We cannot always be beggars at another man's door, however just it be the reason for our begging. It robs the race of independence and unity, thus sapping away its strength. Our business ventures must receive encouragement, and if not from us, then from whom? True there will always be those who toil and those who reap the results of this labor. But this should make us but the more anxious to see that some of the reapers are of our number. Let each man who is a business man remember that he is doing his best for humanity when he may benefit, however indirectly. <box>1140 834 1339 1091</box>
section-divider <box>725 1111 1132 1113</box>
paragraph: At the present moment Germany has on the west coast of Africa and facing the Gulf of Guinea the triangular shaped colony of Kamerun, which touches Lake Tchad on the north and is cut off from the Congo by the comparatively narrow strip of French territory which comprises the French possessions of the Sudan with the establishments near the mouth of the Congo. On the east coast, again, German Southeast Africa extends from the Indian ocean to Lake Tanganyika, there touching the Congo Free State, which stretches in a solid block to the Ubangi river. <box>326 242 510 414</box>
divider <box>111 310 313 311</box>
list-item: Not responsible for hats and coats. <box>1164 1497 1327 1509</box>
paragraph: "But," urged Mike, "can't yer see how the employers'll be after havin' to pay for the loikes of us? There's consolation in that, anyway, b—bad!" <box>933 1602 1129 1646</box>
section-heading: FARM BOY TAKES CARE OF HIMSELF. <box>135 1559 289 1584</box>
paragraph: "How about that airship?" <box>1150 1786 1270 1797</box>
form-label: STATE <box>1360 723 1387 734</box>
paragraph: Kind Gentleman—Where is the wound that you are crying? <box>1350 1730 1558 1753</box>
divider <box>1140 252 1339 253</box>
form-row[interactable] <box>1360 676 1548 696</box>
